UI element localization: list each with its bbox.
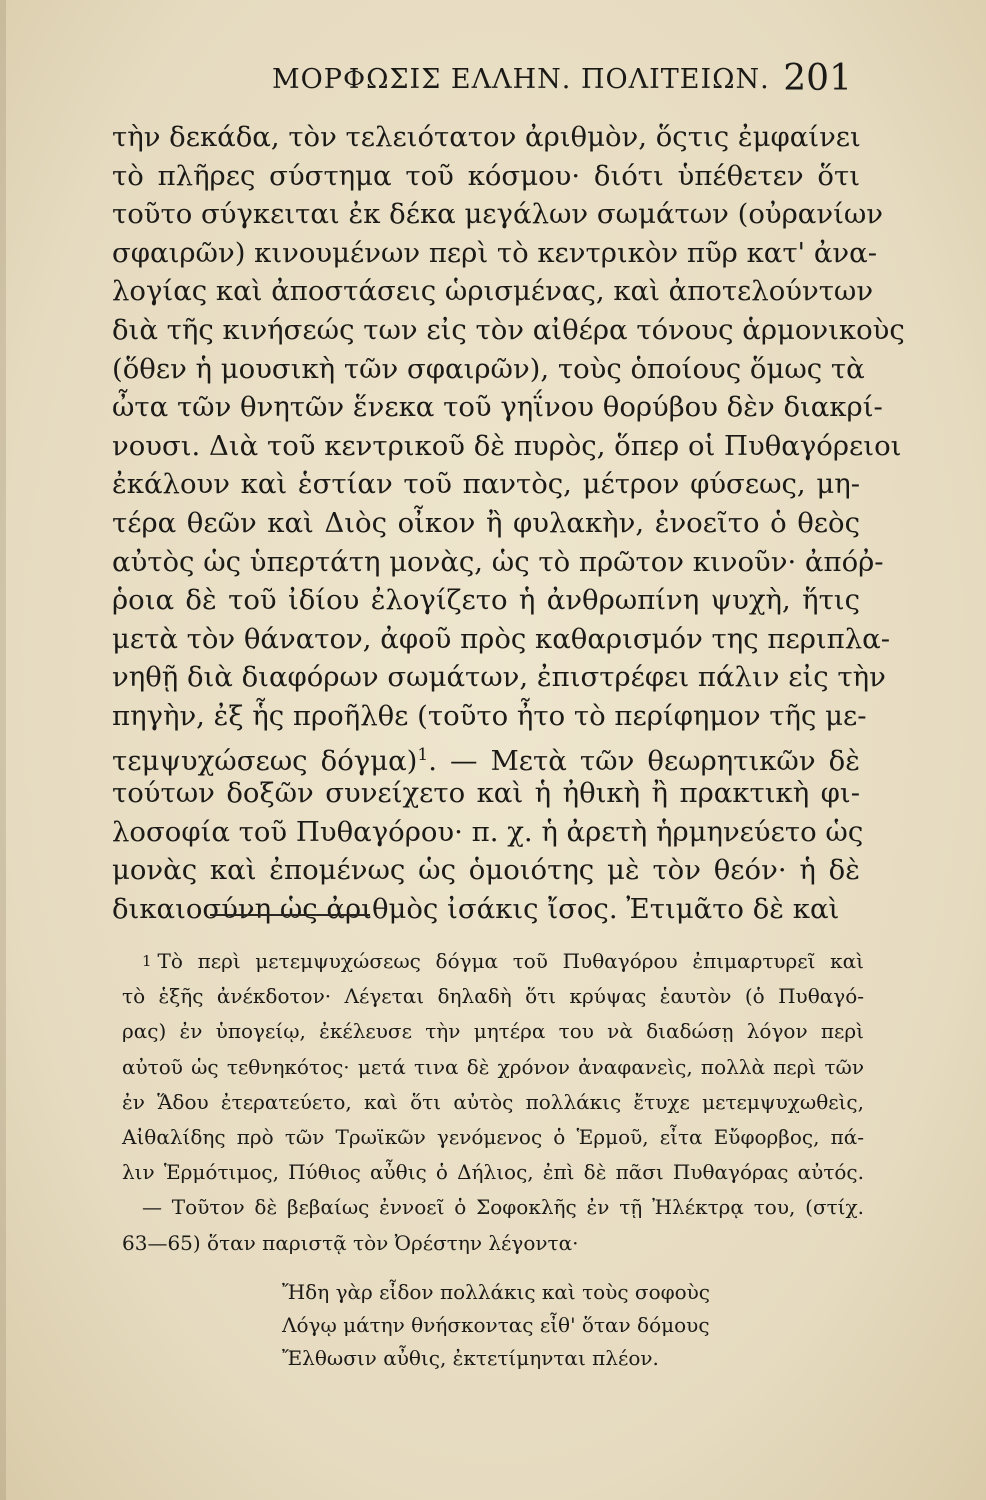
text-line: τὴν δεκάδα, τὸν τελειότατον ἀριθμὸν, ὅςτις ἐμφαίνει	[112, 121, 861, 153]
verse-line: Ἔλθωσιν αὖθις, ἐκτετίμηνται πλέον.	[282, 1346, 659, 1370]
text-segment: τεμψυχώσεως δόγμα)	[112, 744, 418, 777]
text-line: διὰ τῆς κινήσεώς των εἰς τὸν αἰθέρα τόνους ἁρμονικοὺς	[112, 313, 905, 346]
verse-line: Λόγῳ μάτην θνήσκοντας εἶθ' ὅταν δόμους	[282, 1313, 710, 1337]
text-line: αὐτὸς ὡς ὑπερτάτη μονὰς, ὡς τὸ πρῶτον κινοῦν· ἀπόῤ-	[112, 545, 884, 578]
footnote-line: — Τοῦτον δὲ βεβαίως ἐννοεῖ ὁ Σοφοκλῆς ἐν τῇ Ἠλέκτρᾳ του, (στίχ.	[142, 1195, 864, 1220]
footnote-line: Αἰθαλίδης πρὸ τῶν Τρωϊκῶν γενόμενος ὁ Ἑρμοῦ, εἶτα Εὔφορβος, πά-	[122, 1124, 864, 1149]
text-line: (ὅθεν ἡ μουσικὴ τῶν σφαιρῶν), τοὺς ὁποίους ὅμως τὰ	[112, 352, 865, 385]
page-number: 201	[783, 58, 852, 99]
text-line: ὦτα τῶν θνητῶν ἕνεκα τοῦ γηΐνου θορύβου δὲν διακρί-	[112, 391, 883, 424]
text-line: ῥοια δὲ τοῦ ἰδίου ἐλογίζετο ἡ ἀνθρωπίνη ψυχὴ, ἥτις	[112, 584, 860, 617]
text-line: λογίας καὶ ἀποστάσεις ὡρισμένας, καὶ ἀποτελούντων	[112, 275, 874, 308]
footnote-text: Τὸ περὶ μετεμψυχώσεως δόγμα τοῦ Πυθαγόρου ἐπιμαρτυρεῖ καὶ	[157, 949, 864, 973]
text-line: νουσι. Διὰ τοῦ κεντρικοῦ δὲ πυρὸς, ὅπερ οἱ Πυθαγόρειοι	[112, 429, 902, 462]
footnote-line: 63—65) ὅταν παριστᾷ τὸν Ὀρέστην λέγοντα·	[122, 1230, 579, 1255]
text-line: λοσοφία τοῦ Πυθαγόρου· π. χ. ἡ ἀρετὴ ἡρμηνεύετο ὡς	[112, 815, 864, 848]
text-line: νηθῇ διὰ διαφόρων σωμάτων, ἐπιστρέφει πάλιν εἰς τὴν	[112, 661, 886, 694]
text-segment: . — Μετὰ τῶν θεωρητικῶν δὲ	[428, 744, 860, 777]
text-line: πηγὴν, ἐξ ἧς προῆλθε (τοῦτο ἦτο τὸ περίφημον τῆς με-	[112, 699, 867, 732]
text-line: ἐκάλουν καὶ ἑστίαν τοῦ παντὸς, μέτρον φύσεως, μη-	[112, 468, 860, 501]
running-head: ΜΟΡΦΩΣΙΣ ΕΛΛΗΝ. ΠΟΛΙΤΕΙΩΝ.	[272, 64, 770, 95]
text-line-with-footnote	[112, 736, 860, 775]
footnote-reference[interactable]: 1	[417, 744, 429, 765]
footnote-line: ρας) ἐν ὑπογείῳ, ἐκέλευσε τὴν μητέρα του νὰ διαδώσῃ λόγον περὶ	[122, 1019, 864, 1044]
verse-quotation	[282, 1276, 782, 1375]
text-line: τούτων δοξῶν συνείχετο καὶ ἡ ἠθικὴ ἢ πρακτικὴ φι-	[112, 777, 860, 810]
footnote-line	[122, 944, 864, 979]
main-text	[112, 118, 905, 928]
binding-shadow	[0, 0, 6, 1500]
text-line: δικαιοσύνη ὡς ἀριθμὸς ἰσάκις ἴσος. Ἐτιμᾶτο δὲ καὶ	[112, 892, 840, 925]
footnote-line: ἐν Ἅδου ἐτερατεύετο, καὶ ὅτι αὐτὸς πολλάκις ἔτυχε μετεμψυχωθεὶς,	[122, 1089, 864, 1114]
footnote-block	[122, 944, 864, 1261]
footnote-line: τὸ ἑξῆς ἀνέκδοτον· Λέγεται δηλαδὴ ὅτι κρύψας ἑαυτὸν (ὁ Πυθαγό-	[122, 984, 864, 1009]
text-line: μονὰς καὶ ἐπομένως ὡς ὁμοιότης μὲ τὸν θεόν· ἡ δὲ	[112, 854, 860, 887]
footnote-separator	[210, 914, 370, 916]
text-line: μετὰ τὸν θάνατον, ἀφοῦ πρὸς καθαρισμόν της περιπλα-	[112, 622, 891, 655]
footnote-marker: 1	[142, 952, 152, 970]
footnote-line: αὐτοῦ ὡς τεθνηκότος· μετά τινα δὲ χρόνον ἀναφανεὶς, πολλὰ περὶ τῶν	[122, 1054, 864, 1079]
text-line: τὸ πλῆρες σύστημα τοῦ κόσμου· διότι ὑπέθετεν ὅτι	[112, 159, 860, 192]
page-header	[112, 58, 852, 102]
text-line: τοῦτο σύγκειται ἐκ δέκα μεγάλων σωμάτων (οὐρανίων	[112, 198, 883, 231]
text-line: τέρα θεῶν καὶ Διὸς οἶκον ἢ φυλακὴν, ἐνοεῖτο ὁ θεὸς	[112, 506, 860, 539]
text-line: σφαιρῶν) κινουμένων περὶ τὸ κεντρικὸν πῦρ κατ' ἀνα-	[112, 236, 878, 269]
verse-line: Ἤδη γὰρ εἶδον πολλάκις καὶ τοὺς σοφοὺς	[282, 1280, 711, 1304]
footnote-line: λιν Ἑρμότιμος, Πύθιος αὖθις ὁ Δήλιος, ἐπὶ δὲ πᾶσι Πυθαγόρας αὐτός.	[122, 1160, 864, 1185]
